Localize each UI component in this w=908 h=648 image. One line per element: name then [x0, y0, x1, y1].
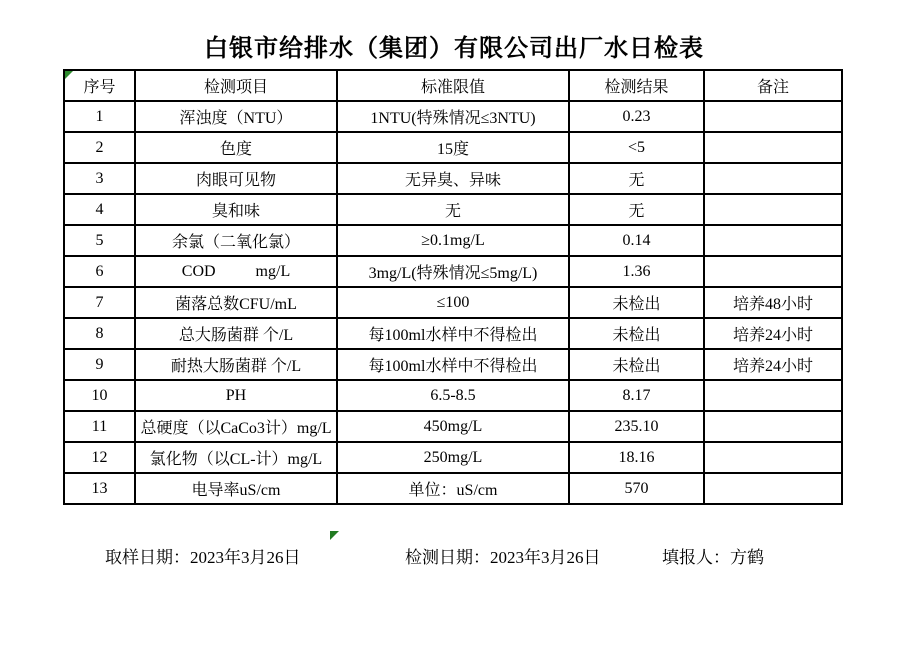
cell-result: 235.10 [569, 411, 704, 442]
reporter: 填报人：方鹤 [662, 548, 764, 567]
header-standard: 标准限值 [337, 70, 569, 101]
cell-note [704, 411, 842, 442]
cell-note [704, 256, 842, 287]
excel-corner-marker-icon [65, 71, 73, 79]
cell-note [704, 225, 842, 256]
cell-note [704, 442, 842, 473]
cell-standard: 1NTU(特殊情况≤3NTU) [337, 101, 569, 132]
cell-item: 氯化物（以CL-计）mg/L [135, 442, 337, 473]
sampling-date: 取样日期：2023年3月26日 [105, 548, 301, 567]
header-note: 备注 [704, 70, 842, 101]
cell-item: 浑浊度（NTU） [135, 101, 337, 132]
table-row [64, 380, 842, 411]
table-row [64, 473, 842, 504]
cell-seq: 13 [64, 473, 135, 504]
cell-item: PH [135, 380, 337, 411]
cell-result: 未检出 [569, 349, 704, 380]
cell-seq: 10 [64, 380, 135, 411]
table-body [64, 101, 842, 504]
header-row [64, 70, 842, 101]
table-row [64, 225, 842, 256]
cell-item: COD mg/L [135, 256, 337, 287]
footer [0, 543, 908, 567]
cell-note [704, 132, 842, 163]
table-header [64, 70, 842, 101]
inspection-table [63, 69, 843, 505]
cell-seq: 9 [64, 349, 135, 380]
cell-seq: 2 [64, 132, 135, 163]
cell-result: 未检出 [569, 318, 704, 349]
cell-standard: ≤100 [337, 287, 569, 318]
cell-item: 耐热大肠菌群 个/L [135, 349, 337, 380]
cell-note [704, 380, 842, 411]
cell-seq: 3 [64, 163, 135, 194]
cell-note [704, 194, 842, 225]
table-row [64, 194, 842, 225]
cell-standard: 6.5-8.5 [337, 380, 569, 411]
cell-note [704, 473, 842, 504]
cell-note [704, 101, 842, 132]
table-row [64, 101, 842, 132]
cell-seq: 11 [64, 411, 135, 442]
cell-seq: 12 [64, 442, 135, 473]
cell-result: 18.16 [569, 442, 704, 473]
excel-bottom-marker-icon [330, 531, 339, 540]
cell-seq: 8 [64, 318, 135, 349]
header-seq: 序号 [64, 70, 135, 101]
table-row [64, 411, 842, 442]
table-row [64, 318, 842, 349]
cell-standard: 无异臭、异味 [337, 163, 569, 194]
cell-result: 0.14 [569, 225, 704, 256]
cell-item: 总硬度（以CaCo3计）mg/L [135, 411, 337, 442]
cell-item: 总大肠菌群 个/L [135, 318, 337, 349]
cell-result: 1.36 [569, 256, 704, 287]
cell-seq: 7 [64, 287, 135, 318]
cell-result: 未检出 [569, 287, 704, 318]
header-result: 检测结果 [569, 70, 704, 101]
cell-standard: 250mg/L [337, 442, 569, 473]
header-item: 检测项目 [135, 70, 337, 101]
cell-standard: 3mg/L(特殊情况≤5mg/L) [337, 256, 569, 287]
cell-result: <5 [569, 132, 704, 163]
cell-result: 无 [569, 163, 704, 194]
cell-result: 8.17 [569, 380, 704, 411]
cell-item: 电导率uS/cm [135, 473, 337, 504]
cell-item: 色度 [135, 132, 337, 163]
cell-note [704, 163, 842, 194]
cell-standard: 无 [337, 194, 569, 225]
test-date: 检测日期：2023年3月26日 [405, 548, 601, 567]
table-row [64, 287, 842, 318]
cell-seq: 1 [64, 101, 135, 132]
cell-standard: 每100ml水样中不得检出 [337, 318, 569, 349]
table-row [64, 442, 842, 473]
cell-seq: 4 [64, 194, 135, 225]
cell-result: 无 [569, 194, 704, 225]
cell-standard: ≥0.1mg/L [337, 225, 569, 256]
page-title: 白银市给排水（集团）有限公司出厂水日检表 [204, 36, 704, 62]
cell-note: 培养48小时 [704, 287, 842, 318]
cell-note: 培养24小时 [704, 318, 842, 349]
table-row [64, 163, 842, 194]
cell-result: 0.23 [569, 101, 704, 132]
cell-seq: 5 [64, 225, 135, 256]
cell-item: 菌落总数CFU/mL [135, 287, 337, 318]
cell-seq: 6 [64, 256, 135, 287]
cell-result: 570 [569, 473, 704, 504]
cell-item: 余氯（二氧化氯） [135, 225, 337, 256]
cell-standard: 15度 [337, 132, 569, 163]
cell-standard: 450mg/L [337, 411, 569, 442]
cell-note: 培养24小时 [704, 349, 842, 380]
cell-standard: 每100ml水样中不得检出 [337, 349, 569, 380]
table-row [64, 349, 842, 380]
cell-standard: 单位：uS/cm [337, 473, 569, 504]
table-row [64, 132, 842, 163]
cell-item: 肉眼可见物 [135, 163, 337, 194]
cell-item: 臭和味 [135, 194, 337, 225]
table-row [64, 256, 842, 287]
